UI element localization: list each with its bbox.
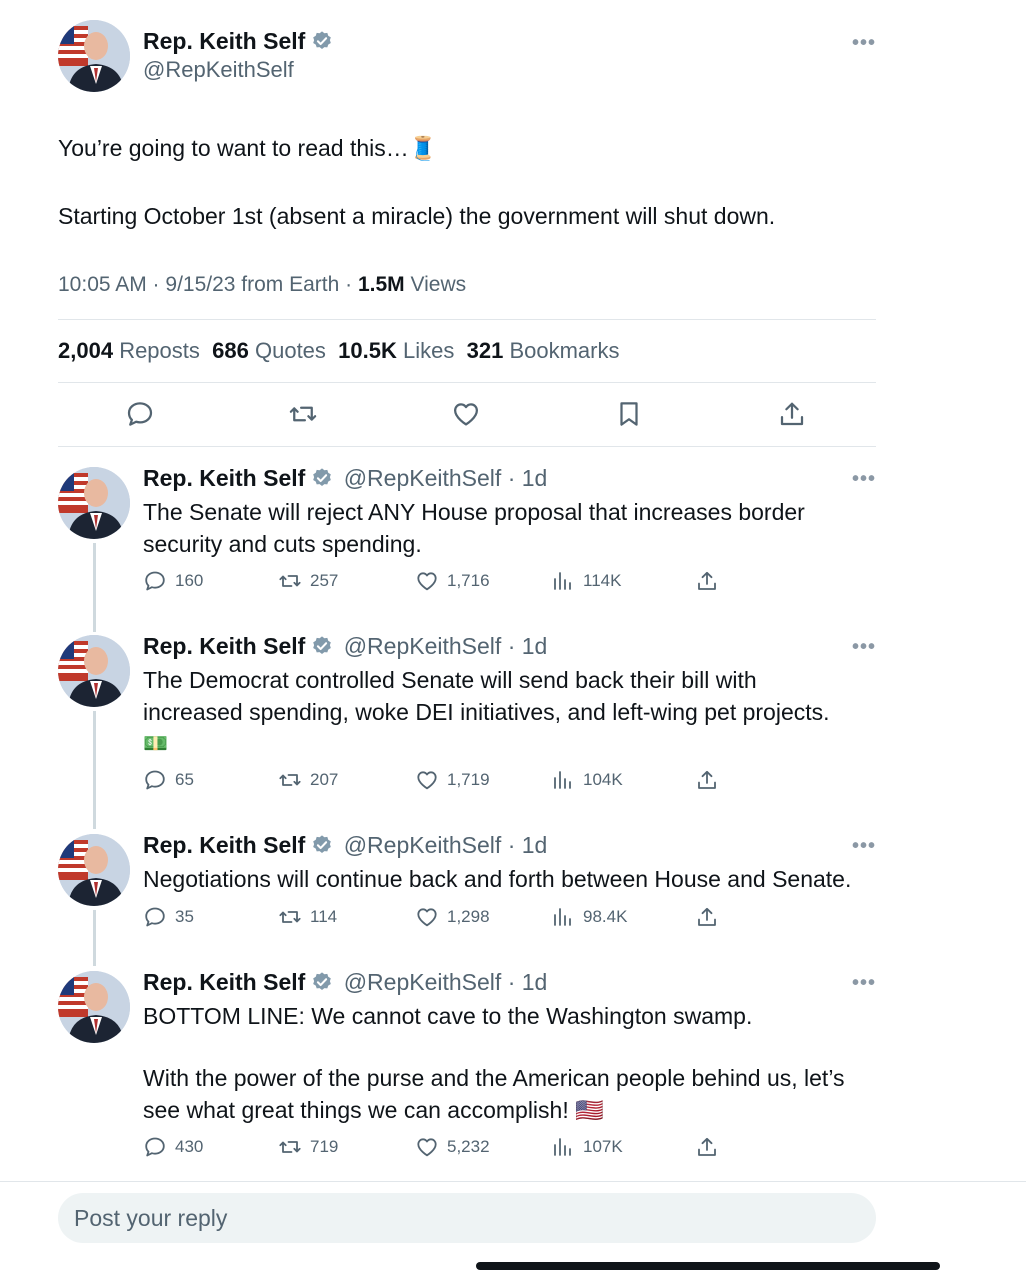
divider [58, 446, 876, 447]
heart-icon [415, 905, 439, 929]
reply-header: Rep. Keith Self @RepKeithSelf · 1d [143, 465, 548, 491]
author-name: Rep. Keith Self [143, 28, 306, 54]
author-handle[interactable]: @RepKeithSelf [143, 57, 294, 82]
share-icon [695, 1135, 719, 1159]
reply-icon [143, 768, 167, 792]
repost-icon [278, 569, 302, 593]
divider [0, 1181, 1026, 1182]
verified-badge-icon [311, 467, 333, 489]
views-action[interactable] [551, 1135, 623, 1159]
author-handle[interactable]: @RepKeithSelf [343, 633, 502, 659]
more-options-icon[interactable]: ••• [852, 972, 877, 994]
share-icon [695, 768, 719, 792]
view-count: 107K [583, 1137, 623, 1156]
avatar[interactable] [58, 635, 130, 707]
reply-header: Rep. Keith Self @RepKeithSelf · 1d [143, 832, 548, 858]
verified-badge-icon [311, 30, 333, 52]
author-name[interactable]: Rep. Keith Self [143, 969, 306, 995]
more-options-icon[interactable]: ••• [852, 636, 877, 658]
view-count: 114K [583, 571, 622, 590]
divider [58, 382, 876, 383]
avatar[interactable] [58, 971, 130, 1043]
reply-text-line: With the power of the purse and the American people behind us, let’s [143, 1065, 845, 1091]
verified-badge-icon [311, 971, 333, 993]
share-button[interactable] [777, 399, 807, 434]
thread-connector [93, 543, 96, 632]
like-button[interactable] [451, 399, 481, 434]
reply-count: 65 [175, 770, 194, 789]
author-name[interactable]: Rep. Keith Self [143, 832, 306, 858]
tweet-metadata [58, 273, 466, 297]
verified-badge-icon [311, 834, 333, 856]
repost-count: 207 [310, 770, 339, 789]
thread-connector [93, 910, 96, 966]
repost-icon [278, 768, 302, 792]
views-label: Views [404, 273, 467, 296]
author-handle[interactable]: @RepKeithSelf [343, 969, 502, 995]
like-action[interactable] [415, 569, 490, 593]
repost-icon [278, 1135, 302, 1159]
reply-action[interactable] [143, 905, 194, 929]
stat-bookmarks[interactable]: 321 Bookmarks [466, 338, 620, 363]
views-icon [551, 569, 575, 593]
reply-text-line: Negotiations will continue back and forth between House and Senate. [143, 866, 852, 892]
like-action[interactable] [415, 905, 490, 929]
reply-text-line: see what great things we can accomplish! 🇺🇸 [143, 1097, 604, 1123]
reply-header: Rep. Keith Self @RepKeithSelf · 1d [143, 633, 548, 659]
views-action[interactable] [551, 569, 621, 593]
divider [58, 319, 876, 320]
verified-badge-icon [311, 635, 333, 657]
bookmark-button[interactable] [614, 399, 644, 434]
reply-button[interactable] [125, 399, 155, 434]
reply-count: 35 [175, 907, 194, 926]
author-name[interactable]: Rep. Keith Self [143, 465, 306, 491]
timestamp[interactable]: 1d [521, 832, 548, 858]
views-count: 1.5M [357, 273, 405, 296]
views-icon [551, 905, 575, 929]
timestamp-source: 10:05 AM · 9/15/23 from Earth · [58, 273, 358, 296]
more-options-icon[interactable]: ••• [852, 468, 877, 490]
heart-icon [415, 768, 439, 792]
tweet-text-line-1: You’re going to want to read this…🧵 [58, 135, 438, 161]
repost-action[interactable] [278, 768, 338, 792]
reply-icon [125, 399, 155, 429]
reply-action[interactable] [143, 768, 194, 792]
views-action[interactable] [551, 768, 623, 792]
reply-text-line: BOTTOM LINE: We cannot cave to the Washington swamp. [143, 1003, 753, 1029]
stat-likes[interactable]: 10.5K Likes [338, 338, 455, 363]
reply-action[interactable] [143, 569, 203, 593]
reply-input[interactable]: Post your reply [58, 1193, 876, 1243]
repost-icon [278, 905, 302, 929]
timestamp[interactable]: 1d [521, 465, 548, 491]
stat-reposts[interactable]: 2,004 Reposts [58, 338, 200, 363]
more-options-icon[interactable]: ••• [852, 835, 877, 857]
reply-text-line: increased spending, woke DEI initiatives, and left-wing pet projects. [143, 699, 830, 725]
share-icon [695, 569, 719, 593]
repost-count: 719 [310, 1137, 339, 1156]
reply-icon [143, 905, 167, 929]
heart-icon [415, 1135, 439, 1159]
like-count: 1,719 [447, 770, 490, 789]
reply-action[interactable] [143, 1135, 203, 1159]
reply-count: 430 [175, 1137, 204, 1156]
stat-quotes[interactable]: 686 Quotes [212, 338, 326, 363]
repost-button[interactable] [288, 399, 318, 434]
like-count: 1,716 [447, 571, 490, 590]
share-action[interactable] [695, 768, 719, 792]
timestamp[interactable]: 1d [521, 969, 548, 995]
repost-action[interactable] [278, 1135, 338, 1159]
author-name[interactable]: Rep. Keith Self [143, 633, 306, 659]
avatar[interactable] [58, 20, 130, 92]
avatar[interactable] [58, 834, 130, 906]
reply-count: 160 [175, 571, 204, 590]
reply-header: Rep. Keith Self @RepKeithSelf · 1d [143, 969, 548, 995]
view-count: 98.4K [583, 907, 628, 926]
like-count: 5,232 [447, 1137, 490, 1156]
views-icon [551, 1135, 575, 1159]
share-action[interactable] [695, 1135, 719, 1159]
engagement-stats [58, 338, 619, 364]
more-options-icon[interactable]: ••• [852, 32, 877, 54]
bookmark-icon [614, 399, 644, 429]
avatar[interactable] [58, 467, 130, 539]
author-name-row[interactable] [143, 28, 333, 55]
like-action[interactable] [415, 768, 490, 792]
share-action[interactable] [695, 569, 719, 593]
repost-count: 114 [310, 907, 338, 926]
share-icon [695, 905, 719, 929]
repost-action[interactable] [278, 569, 338, 593]
view-count: 104K [583, 770, 623, 789]
share-icon [777, 399, 807, 429]
money-emoji: 💵 [143, 733, 168, 755]
repost-action[interactable] [278, 905, 337, 929]
like-action[interactable] [415, 1135, 490, 1159]
reply-icon [143, 569, 167, 593]
heart-icon [451, 399, 481, 429]
reply-text-line: The Democrat controlled Senate will send back their bill with [143, 667, 757, 693]
author-handle[interactable]: @RepKeithSelf [343, 465, 502, 491]
views-action[interactable] [551, 905, 627, 929]
heart-icon [415, 569, 439, 593]
reply-text-line: security and cuts spending. [143, 531, 422, 557]
reply-text-line: The Senate will reject ANY House proposal that increases border [143, 499, 805, 525]
views-icon [551, 768, 575, 792]
like-count: 1,298 [447, 907, 490, 926]
author-handle[interactable]: @RepKeithSelf [343, 832, 502, 858]
reply-icon [143, 1135, 167, 1159]
home-indicator [476, 1262, 940, 1270]
repost-icon [288, 399, 318, 429]
share-action[interactable] [695, 905, 719, 929]
tweet-text-line-2: Starting October 1st (absent a miracle) the government will shut down. [58, 203, 776, 229]
repost-count: 257 [310, 571, 339, 590]
thread-connector [93, 711, 96, 829]
timestamp[interactable]: 1d [521, 633, 548, 659]
